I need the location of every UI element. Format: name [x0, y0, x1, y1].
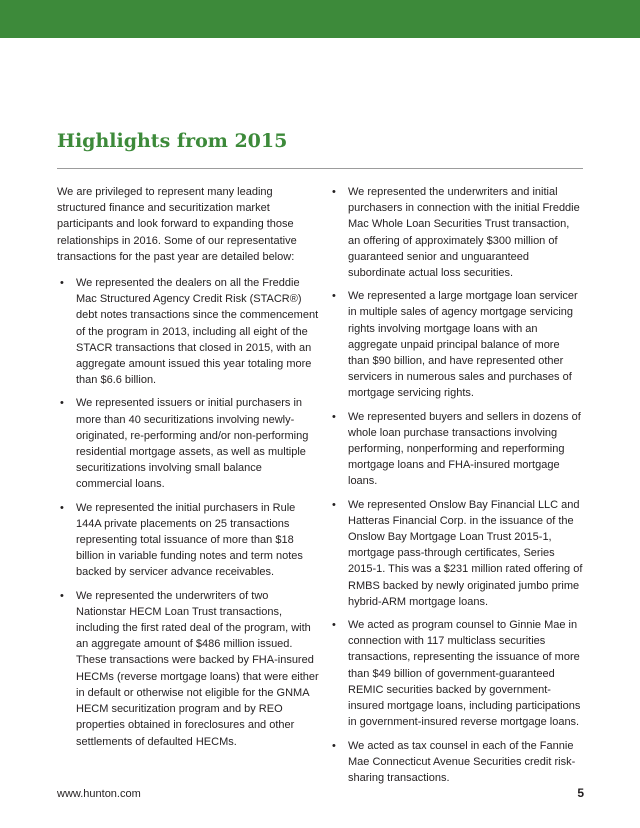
list-item [57, 588, 319, 750]
bullet-icon: • [60, 277, 64, 290]
list-item-text: We represented the dealers on all the Freddie Mac Structured Agency Credit Risk (STACR®) debt notes transactions since the commencement of the program in 2013, including all eight of the STACR transactions that closed in 2015, with an aggregate amount issued this year totaling more than $6.6 billion. [76, 277, 319, 387]
list-item [330, 288, 584, 401]
right-bullet-list [330, 184, 584, 786]
list-item [330, 409, 584, 490]
header-band [0, 0, 640, 38]
list-item-text: We acted as tax counsel in each of the Fannie Mae Connecticut Avenue Securities credit risk-sharing transactions. [348, 739, 576, 784]
bullet-icon: • [60, 397, 64, 410]
bullet-icon: • [60, 501, 64, 514]
intro-paragraph: We are privileged to represent many leading structured finance and securitization market participants and look forward to expanding those relationships in 2016. Some of our representative transactions for the past year are detailed below: [57, 186, 297, 263]
list-item-text: We represented the underwriters of two Nationstar HECM Loan Trust transactions, including the first rated deal of the program, with an aggregate amount of $486 million issued. These transactions were backed by FHA-insured HECMs (reverse mortgage loans) that were either in default or otherwise not eligible for the GNMA HECM securitization program and by REO properties obtained in foreclosures and other settlements of defaulted HECMs. [76, 589, 319, 748]
list-item [330, 738, 584, 787]
bullet-icon: • [332, 498, 336, 511]
right-column [330, 184, 584, 793]
bullet-icon: • [332, 619, 336, 632]
bullet-icon: • [332, 290, 336, 303]
list-item [57, 275, 319, 388]
list-item [57, 395, 319, 492]
left-column [57, 184, 319, 757]
list-item [330, 497, 584, 610]
list-item-text: We represented issuers or initial purchasers in more than 40 securitizations involving newly-originated, re-performing and/or non-performing residential mortgage assets, as well as multiple securitizations involving small balance commercial loans. [76, 397, 309, 491]
list-item-text: We represented Onslow Bay Financial LLC and Hatteras Financial Corp. in the issuance of the Onslow Bay Mortgage Loan Trust 2015-1, mortgage pass-through certificates, Series 2015-1. This was a $231 million rated offering of RMBS backed by newly originated jumbo prime hybrid-ARM mortgage loans. [348, 498, 583, 608]
footer-website: www.hunton.com [57, 788, 141, 800]
list-item-text: We represented a large mortgage loan servicer in multiple sales of agency mortgage servicing rights involving mortgage loans with an aggregate unpaid principal balance of more than $90 billion, and have represented other servicers in numerous sales and purchases of mortgage servicing rights. [348, 290, 578, 400]
bullet-icon: • [332, 186, 336, 198]
left-bullet-list [57, 275, 319, 750]
bullet-icon: • [332, 739, 336, 752]
title-divider [57, 168, 583, 169]
list-item-text: We represented buyers and sellers in dozens of whole loan purchase transactions involving performing, nonperforming and reperforming mortgage loans and FHA-insured mortgage loans. [348, 410, 581, 488]
list-item-text: We acted as program counsel to Ginnie Mae in connection with 117 multiclass securities transactions, representing the issuance of more than $49 billion of government-guaranteed REMIC securities backed by government-insured mortgage loans, including participations in government-insured reverse mortgage loans. [348, 619, 581, 729]
bullet-icon: • [332, 410, 336, 423]
list-item [330, 184, 584, 281]
list-item-text: We represented the initial purchasers in Rule 144A private placements on 25 transactions representing total issuance of more than $18 billion in variable funding notes and term notes backed by servicer advance receivables. [76, 501, 303, 579]
list-item [330, 617, 584, 730]
page-number: 5 [577, 786, 584, 800]
list-item [57, 500, 319, 581]
bullet-icon: • [60, 589, 64, 602]
page-title: Highlights from 2015 [57, 130, 288, 152]
list-item-text: We represented the underwriters and initial purchasers in connection with the initial Freddie Mac Whole Loan Securities Trust transaction, an offering of approximately $300 million of guaranteed senior and unguaranteed subordinate actual loss securities. [348, 186, 580, 280]
